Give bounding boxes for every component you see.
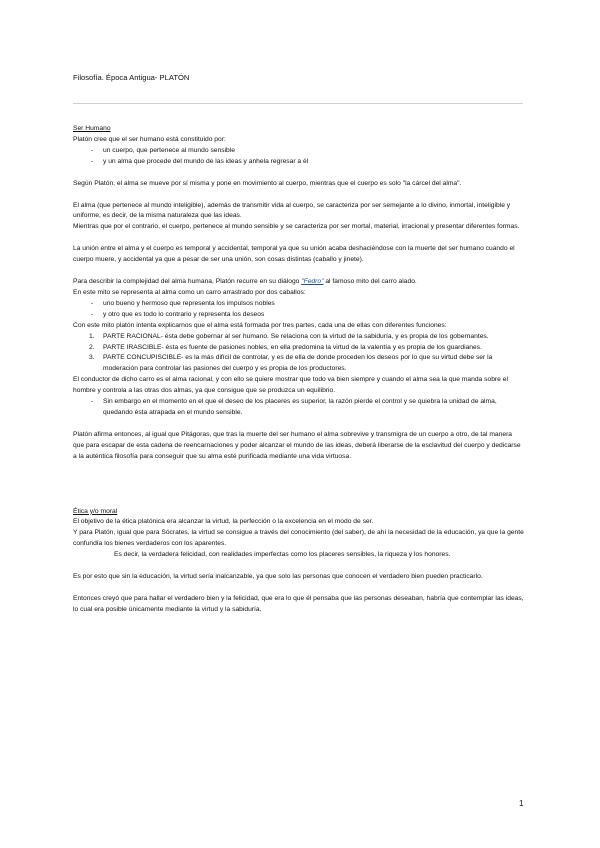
- numbered-item: [73, 343, 525, 354]
- section-heading-etica: Ética y/o moral: [73, 507, 118, 515]
- fedro-link[interactable]: "Fedro": [301, 278, 324, 286]
- document-header: Filosofía. Época Antigua- PLATÓN: [73, 73, 190, 82]
- paragraph-pitagoras: Platón afirma entonces, al igual que Pitágoras, que tras la muerte del ser humano el alma sobrevive y transmigra de un cuerpo a otro, de tal manera que para escapar de esta cadena de reencarnaciones y poder alcanzar el mundo de las ideas, deberá liberarse de la esclavitud del cuerpo y dedicarse a la auténtica filosofía para conseguir que su alma esté purificada mediante una vida virtuosa.: [73, 430, 521, 460]
- dash-bullet: -: [91, 310, 94, 318]
- paragraph-union: La unión entre el alma y el cuerpo es temporal y accidental, temporal ya que su unión acaba deshaciéndose con la muerte del ser humano cuando el cuerpo muere, y accidental ya que a pesar de ser una unión, son cosas distintas (caballo y jinete).: [73, 245, 515, 264]
- paragraph-contemplar: Entonces creyó que para hallar el verdadero bien y la felicidad, que era lo que él pensaba que las personas deseaban, habría que contemplar las ideas, lo cual era posible únicamente mediante la virtud y la sabiduría.: [73, 595, 524, 613]
- fedro-text-after: al famoso mito del carro alado.: [323, 278, 417, 286]
- dash-bullet: -: [91, 157, 94, 165]
- numbered-item: [73, 332, 525, 343]
- list-item: [73, 310, 525, 321]
- item-number: 2.: [89, 343, 95, 351]
- item-text: PARTE IRASCIBLE- ésta es fuente de pasiones nobles, en ella predomina la virtud de la valentía y es propia de los guardianes.: [103, 343, 482, 351]
- fedro-text-before: Para describir la complejidad del alma humana, Platón recurre en su diálogo: [73, 278, 302, 286]
- list-item-text: Sin embargo en el momento en el que el deseo de los placeres es superior, la razón pierde el control y se quiebra la unidad de alma, quedando ésta atrapada en el mundo sensible.: [103, 398, 497, 416]
- page-number: 1: [519, 799, 524, 808]
- dash-bullet: -: [91, 146, 94, 154]
- paragraph-educacion: Es por esto que sin la educación, la virtud sería inalcanzable, ya que solo las personas que conocen el verdadero bien pueden practicarlo.: [73, 573, 483, 581]
- item-text: PARTE CONCUPISCIBLE- es la más difícil de controlar, y es de ella de donde proceden los deseos por lo que su virtud debe ser la moderación para controlar las pasiones del cuerpo y es propia de los productores.: [103, 354, 493, 373]
- dash-bullet: -: [91, 398, 94, 406]
- paragraph-alma: El alma (que pertenece al mundo inteligible), además de transmitir vida al cuerpo, se caracteriza por ser semejante a lo divino, inmortal, inteligible y uniforme, es decir, de la misma naturaleza que las ideas.: [73, 201, 511, 220]
- list-item-text: y otro que es todo lo contrario y representa los deseos: [103, 310, 265, 318]
- document-body: [73, 124, 525, 616]
- paragraph-carcel: Según Platón, el alma se mueve por sí misma y pone en movimiento al cuerpo, mientras que el cuerpo es solo "la cárcel del alma".: [73, 179, 462, 187]
- paragraph-cuerpo: Mientras que por el contrario, el cuerpo, pertenece al mundo sensible y se caracteriza por ser mortal, material, irracional y presentar diferentes formas.: [73, 223, 520, 231]
- list-item-text: y un alma que procede del mundo de las ideas y anhela regresar a él: [103, 157, 309, 165]
- numbered-item: [73, 353, 525, 375]
- list-item-text: uno bueno y hermoso que representa los impulsos nobles: [103, 299, 275, 307]
- paragraph-intro: Platón cree que el ser humano está constituido por:: [73, 135, 226, 143]
- paragraph-felicidad: Es decir, la verdadera felicidad, con realidades imperfectas como los placeres sensibles, la riqueza y los honores.: [114, 551, 451, 559]
- header-divider: [73, 103, 523, 104]
- dash-bullet: -: [91, 299, 94, 307]
- item-number: 3.: [89, 354, 95, 362]
- paragraph-socrates: Y para Platón, igual que para Sócrates, la virtud se consigue a través del conocimiento (del saber), de ahí la necesidad de la educación, ya que la gente confundía los bienes verdaderos con los aparentes.: [73, 529, 524, 548]
- list-item: [73, 157, 525, 168]
- item-number: 1.: [89, 332, 95, 340]
- list-item: [73, 146, 525, 157]
- paragraph-fedro: [73, 277, 525, 288]
- paragraph-mito: En este mito se representa al alma como un carro arrastrado por dos caballos:: [73, 288, 306, 296]
- section-heading-ser-humano: Ser Humano: [73, 125, 111, 132]
- paragraph-conductor: El conductor de dicho carro es el alma racional, y con ello se quiere mostrar que todo va bien siempre y cuando el alma sea la que manda sobre el hombre y controla a las otras dos almas, ya que consigue que se produzca un equilibrio.: [73, 376, 508, 395]
- list-item: [73, 397, 525, 419]
- paragraph-partes: Con este mito platón intenta explicarnos que el alma está formada por tres partes, cada una de ellas con diferentes funciones:: [73, 321, 447, 329]
- item-text: PARTE RACIONAL- ésta debe gobernar al ser humano. Se relaciona con la virtud de la sabiduría, y es propia de los gobernantes.: [103, 332, 489, 340]
- list-item: [73, 299, 525, 310]
- list-item-text: un cuerpo, que pertenece al mundo sensible: [103, 146, 235, 154]
- paragraph-objetivo: El objetivo de la ética platónica era alcanzar la virtud, la perfección o la excelencia en el modo de ser.: [73, 518, 374, 526]
